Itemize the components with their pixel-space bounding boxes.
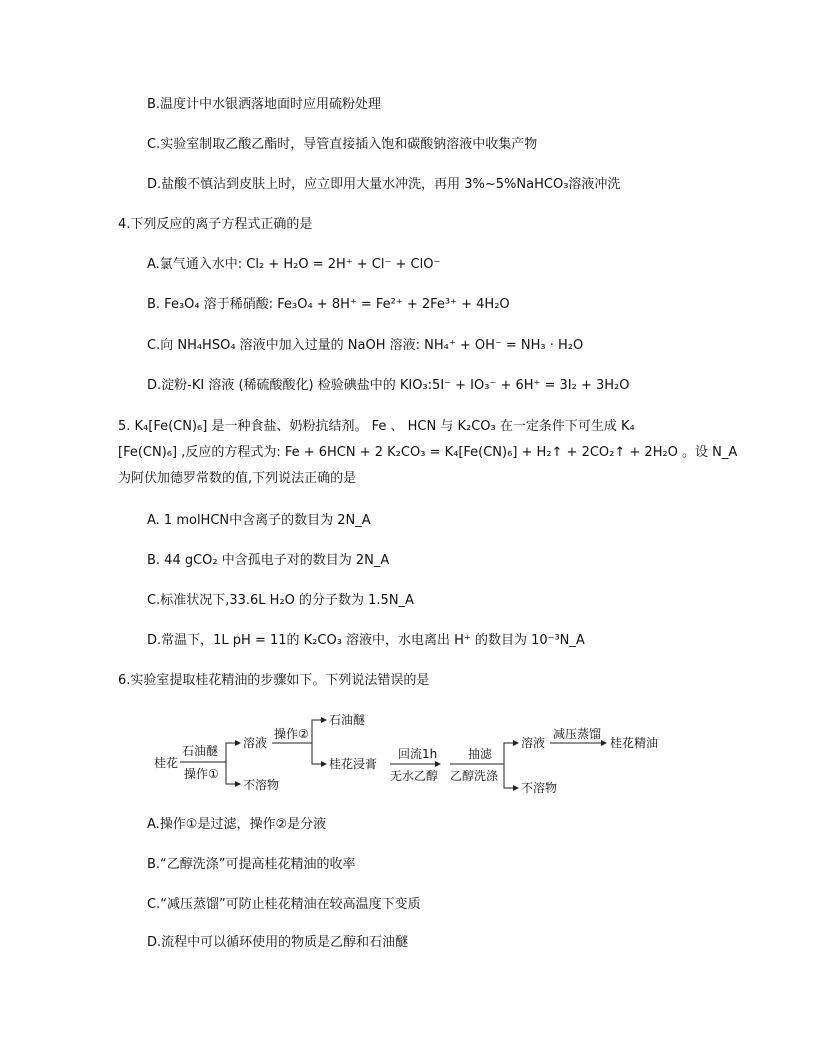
flow-insoluble1-label: 不溶物 (243, 778, 280, 792)
q4-stem: 4.下列反应的离子方程式正确的是 (118, 217, 313, 232)
q3-option-c: C.实验室制取乙酸乙酯时，导管直接插入饱和碳酸钠溶液中收集产物 (147, 137, 538, 152)
q5-option-b: B. 44 gCO₂ 中含孤电子对的数目为 2N_A (147, 553, 390, 568)
q6-option-b: B.“乙醇洗涤”可提高桂花精油的收率 (147, 857, 356, 872)
flow-op1-label: 操作① (184, 767, 219, 781)
q6-option-c: C.“减压蒸馏”可防止桂花精油在较高温度下变质 (147, 897, 421, 912)
flow-petroleum-label: 石油醚 (329, 713, 366, 727)
flow-solution1-label: 溶液 (243, 736, 268, 750)
q6-option-a: A.操作①是过滤，操作②是分液 (147, 817, 327, 832)
q5-option-d: D.常温下，1L pH = 11的 K₂CO₃ 溶液中，水电离出 H⁺ 的数目为 10⁻³N_A (147, 633, 585, 648)
flow-start-label: 桂花 (154, 756, 179, 770)
q5-stem-line3: 为阿伏加德罗常数的值,下列说法正确的是 (118, 471, 357, 486)
flow-branch-down-3 (504, 764, 518, 788)
q5-stem-line2: [Fe(CN)₆] ,反应的方程式为: Fe + 6HCN + 2 K₂CO₃ = K₄[Fe(CN)₆] + H₂↑ + 2CO₂↑ + 2H₂O 。设 N_A (118, 445, 738, 460)
flow-op2-label: 操作② (274, 727, 309, 741)
flow-branch-up-1 (226, 743, 240, 762)
flow-wash-label: 乙醇洗涤 (450, 769, 499, 783)
q3-option-d: D.盐酸不慎沾到皮肤上时，应立即用大量水冲洗，再用 3%~5%NaHCO₃溶液冲洗 (147, 177, 621, 192)
flow-distill-label: 减压蒸馏 (553, 727, 602, 741)
q5-stem-line1: 5. K₄[Fe(CN)₆] 是一种食盐、奶粉抗结剂。 Fe 、 HCN 与 K₂CO₃ 在一定条件下可生成 K₄ (118, 419, 635, 434)
flow-product-label: 桂花精油 (610, 736, 659, 750)
flow-branch-up-3 (504, 743, 518, 764)
flow-branch-down-2 (312, 743, 326, 764)
flow-ethanol-label: 无水乙醇 (390, 769, 439, 783)
flow-solution2-label: 溶液 (521, 736, 546, 750)
q3-option-b: B.温度计中水银洒落地面时应用硫粉处理 (147, 97, 382, 112)
flow-reagent1-label: 石油醚 (182, 744, 219, 758)
flow-branch-up-2 (312, 720, 326, 743)
extraction-flowchart (150, 706, 670, 806)
q5-option-c: C.标准状况下,33.6L H₂O 的分子数为 1.5N_A (147, 593, 414, 608)
flow-reflux-label: 回流1h (398, 747, 438, 761)
flow-insoluble2-label: 不溶物 (521, 781, 558, 795)
q5-option-a: A. 1 molHCN中含离子的数目为 2N_A (147, 513, 371, 528)
q6-option-d: D.流程中可以循环使用的物质是乙醇和石油醚 (147, 935, 409, 950)
q4-option-d: D.淀粉-KI 溶液 (稀硫酸酸化) 检验碘盐中的 KIO₃:5I⁻ + IO₃⁻ + 6H⁺ = 3I₂ + 3H₂O (147, 378, 630, 393)
q6-stem: 6.实验室提取桂花精油的步骤如下。下列说法错误的是 (118, 673, 430, 688)
q4-option-b: B. Fe₃O₄ 溶于稀硝酸: Fe₃O₄ + 8H⁺ = Fe²⁺ + 2Fe³⁺ + 4H₂O (147, 297, 510, 312)
q4-option-c: C.向 NH₄HSO₄ 溶液中加入过量的 NaOH 溶液: NH₄⁺ + OH⁻ = NH₃ · H₂O (147, 338, 584, 353)
flow-extract-label: 桂花浸膏 (329, 757, 378, 771)
q4-option-a: A.氯气通入水中: Cl₂ + H₂O = 2H⁺ + Cl⁻ + ClO⁻ (147, 257, 441, 272)
flow-filter-label: 抽滤 (468, 747, 493, 761)
flow-branch-down-1 (226, 762, 240, 784)
